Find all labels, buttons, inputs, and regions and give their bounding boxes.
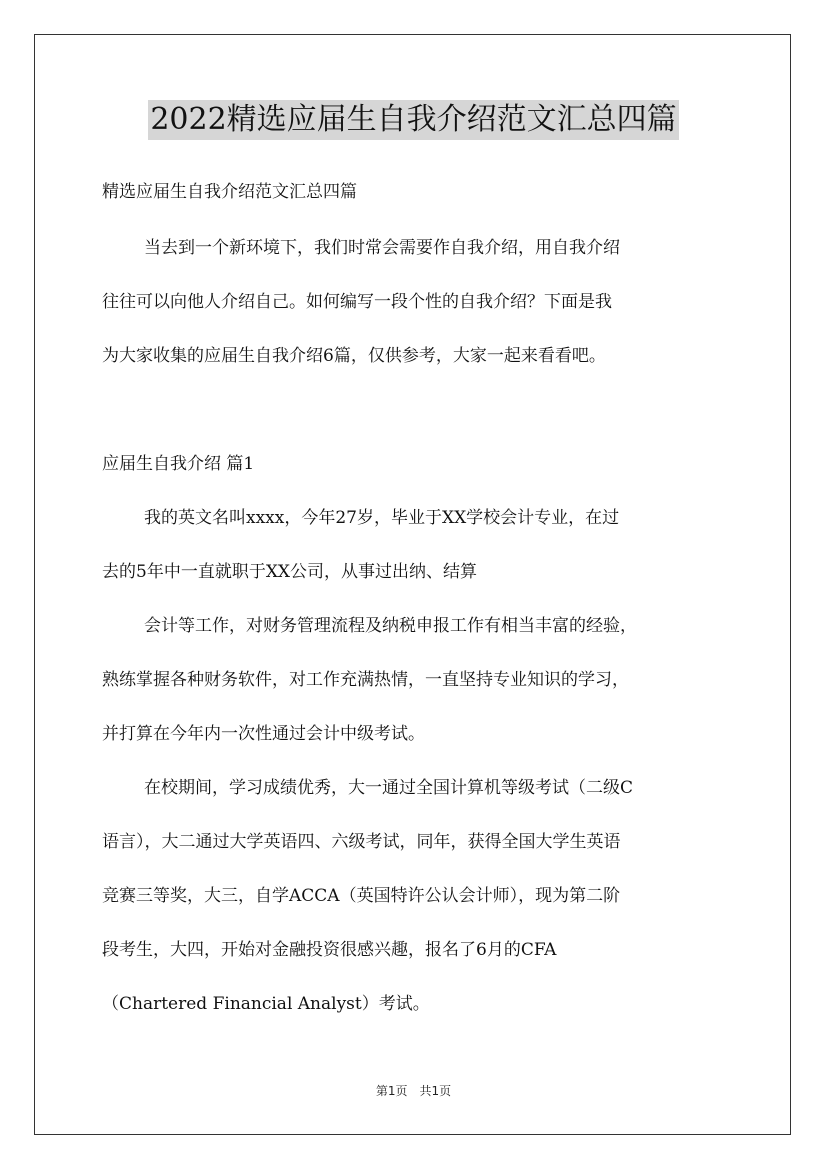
intro-line: 为大家收集的应届生自我介绍6篇，仅供参考，大家一起来看看吧。 [102, 346, 606, 366]
section-heading: 应届生自我介绍 篇1 [102, 454, 255, 474]
paragraph-line: 我的英文名叫xxxx，今年27岁，毕业于XX学校会计专业，在过 [144, 508, 620, 528]
paragraph-line: （Chartered Financial Analyst）考试。 [102, 994, 430, 1014]
paragraph-line: 去的5年中一直就职于XX公司，从事过出纳、结算 [102, 562, 478, 582]
page-number: 第1页 共1页 [375, 1084, 452, 1098]
paragraph-line: 竞赛三等奖，大三，自学ACCA（英国特许公认会计师），现为第二阶 [102, 886, 621, 906]
document-subtitle: 精选应届生自我介绍范文汇总四篇 [102, 182, 357, 202]
paragraph-line: 会计等工作，对财务管理流程及纳税申报工作有相当丰富的经验， [144, 616, 637, 636]
paragraph-line: 在校期间，学习成绩优秀，大一通过全国计算机等级考试（二级C [144, 778, 634, 798]
document-title: 2022精选应届生自我介绍范文汇总四篇 [148, 100, 678, 140]
paragraph-line: 熟练掌握各种财务软件，对工作充满热情，一直坚持专业知识的学习， [102, 670, 629, 690]
intro-line: 当去到一个新环境下，我们时常会需要作自我介绍，用自我介绍 [144, 238, 620, 258]
paragraph-line: 语言），大二通过大学英语四、六级考试，同年，获得全国大学生英语 [102, 832, 621, 852]
title-container [0, 100, 827, 140]
intro-line: 往往可以向他人介绍自己。如何编写一段个性的自我介绍？下面是我 [102, 292, 612, 312]
paragraph-line: 段考生，大四，开始对金融投资很感兴趣，报名了6月的CFA [102, 940, 557, 960]
paragraph-line: 并打算在今年内一次性通过会计中级考试。 [102, 724, 425, 744]
